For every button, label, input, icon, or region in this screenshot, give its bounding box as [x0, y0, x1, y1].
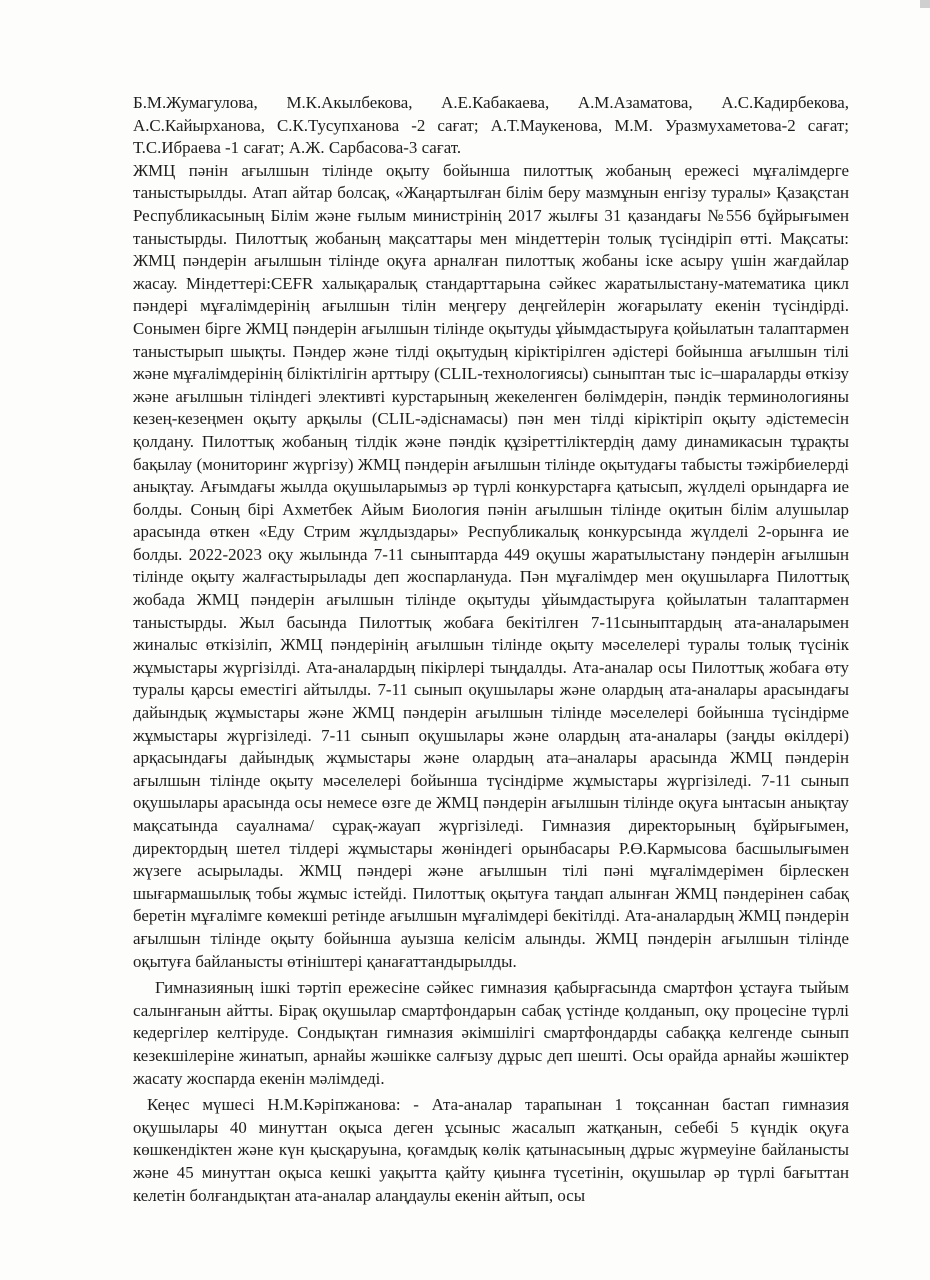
- paragraph-council-member: Кеңес мүшесі Н.М.Кәріпжанова: - Ата-аналар тарапынан 1 тоқсаннан бастап гимназия оқушылары 40 минуттан оқыса деген ұсыныс жасалып жатқанын, себебі 5 күндік оқуға көшкендіктен және күн қысқаруына, қоғамдық көлік қатынасының дұрыс жүрмеуіне байланысты және 45 минуттан оқыса кешкі уақытта қайту қиынға түсетінін, оқушылар әр түрлі бағыттан келетін болғандықтан ата-аналар алаңдаулы екенін айтып, осы: [133, 1095, 849, 1205]
- document-body: [133, 92, 849, 1207]
- scan-corner-mark: [920, 0, 930, 8]
- paragraph-pilot-project: ЖМЦ пәнін ағылшын тілінде оқыту бойынша пилоттық жобаның ережесі мұғалімдерге таныстырылды. Атап айтар болсақ, «Жаңартылған білім беру мазмұнын енгізу туралы» Қазақстан Республикасының Білім және ғылым министрінің 2017 жылғы 31 қазандағы №556 бұйрығымен таныстырды. Пилоттық жобаның мақсаттары мен міндеттерін толық түсіндіріп өтті. Мақсаты: ЖМЦ пәндерін ағылшын тілінде оқуға арналған пилоттық жобаны іске асыру үшін жағдайлар жасау. Міндеттері:CEFR халықаралық стандарттарына сәйкес жаратылыстану-математика цикл пәндері мұғалімдерінің ағылшын тілін меңгеру деңгейлерін жоғарылату екенін түсіндірді. Сонымен бірге ЖМЦ пәндерін ағылшын тілінде оқытуды ұйымдастыруға қойылатын талаптармен таныстырып шықты. Пәндер және тілді оқытудың кіріктірілген әдістері бойынша ағылшын тілі және мұғалімдерінің біліктілігін арттыру (CLIL-технологиясы) сыныптан тыс іс–шараларды өткізу және ағылшын тіліндегі элективті курстарының жекеленген бөлімдерін, пәндік терминологияны кезең-кезеңмен оқыту арқылы (CLIL-әдіснамасы) пән мен тілді кіріктіріп оқыту әдістемесін қолдану. Пилоттық жобаның тілдік және пәндік құзіреттіліктердің даму динамикасын тұрақты бақылау (мониторинг жүргізу) ЖМЦ пәндерін ағылшын тілінде оқытудағы табысты тәжірбиелерді анықтау. Ағымдағы жылда оқушыларымыз әр түрлі конкурстарға қатысып, жүлделі орындарға ие болды. Соның бірі Ахметбек Айым Биология пәнін ағылшын тілінде оқитын білім алушылар арасында өткен «Еду Стрим жұлдыздары» Республикалық конкурсында жүлделі 2-орынға ие болды. 2022-2023 оқу жылында 7-11 сыныптарда 449 оқушы жаратылыстану пәндерін ағылшын тілінде оқыту жалғастырылады деп жоспарлануда. Пән мұғалімдер мен оқушыларға Пилоттық жобада ЖМЦ пәндерін ағылшын тілінде оқытуды ұйымдастыруға қойылатын талаптармен таныстырды. Жыл басында Пилоттық жобаға бекітілген 7-11сыныптардың ата-аналарымен жиналыс өткізіліп, ЖМЦ пәндерінің ағылшын тілінде оқыту мәселелері туралы толық түсінік жұмыстары жүргізілді. Ата-аналардың пікірлері тыңдалды. Ата-аналар осы Пилоттық жобаға өту туралы қарсы еместігі айтылды. 7-11 сынып оқушылары және олардың ата-аналары арасындағы дайындық жұмыстары және ЖМЦ пәндерін ағылшын тілінде мәселелері бойынша түсіндірме жұмыстары жүргізіледі. 7-11 сынып оқушылары және олардың ата-аналары (заңды өкілдері) арқасындағы дайындық жұмыстары және олардың ата–аналары арасында ЖМЦ пәндерін ағылшын тілінде оқыту мәселелері бойынша түсіндірме жұмыстары жүргізіледі. 7-11 сынып оқушылары арасында осы немесе өзге де ЖМЦ пәндерін ағылшын тілінде оқуға ынтасын анықтау мақсатында сауалнама/ сұрақ-жауап жүргізіледі. Гимназия директорының бұйрығымен, директордың шетел тілдері жұмыстары жөніндегі орынбасары Р.Ө.Кармысова басшылығымен жүзеге асырылады. ЖМЦ пәндері және ағылшын тілі пәні мұғалімдерімен бірлескен шығармашылық тобы жұмыс істейді. Пилоттық оқытуға таңдап алынған ЖМЦ пәндерінен сабақ беретін мұғалімге көмекші ретінде ағылшын мұғалімдері бекітілді. Ата-аналардың ЖМЦ пәндерін ағылшын тілінде оқыту бойынша ауызша келісім алынды. ЖМЦ пәндерін ағылшын тілінде оқытуға байланысты өтініштері қанағаттандырылды.: [133, 160, 849, 971]
- paragraph-smartphone-rules: Гимназияның ішкі тәртіп ережесіне сәйкес гимназия қабырғасында смартфон ұстауға тыйым салынғанын айтты. Бірақ оқушылар смартфондарын сабақ үстінде қолданып, оқу процесіне түрлі кедергілер келтіруде. Сондықтан гимназия әкімшілігі смартфондарды сабаққа келгенде сынып кезекшілеріне жинатып, арнайы жәшікке салғызу дұрыс деп шешті. Осы орайда арнайы жәшіктер жасату жоспарда екенін мәлімдеді.: [133, 978, 849, 1088]
- paragraph-attendance: Б.М.Жумагулова, М.К.Акылбекова, А.Е.Кабакаева, А.М.Азаматова, А.С.Кадирбекова, А.С.Кайырханова, С.К.Тусупханова -2 сағат; А.Т.Маукенова, М.М. Уразмухаметова-2 сағат; Т.С.Ибраева -1 сағат; А.Ж. Сарбасова-3 сағат.: [133, 93, 849, 158]
